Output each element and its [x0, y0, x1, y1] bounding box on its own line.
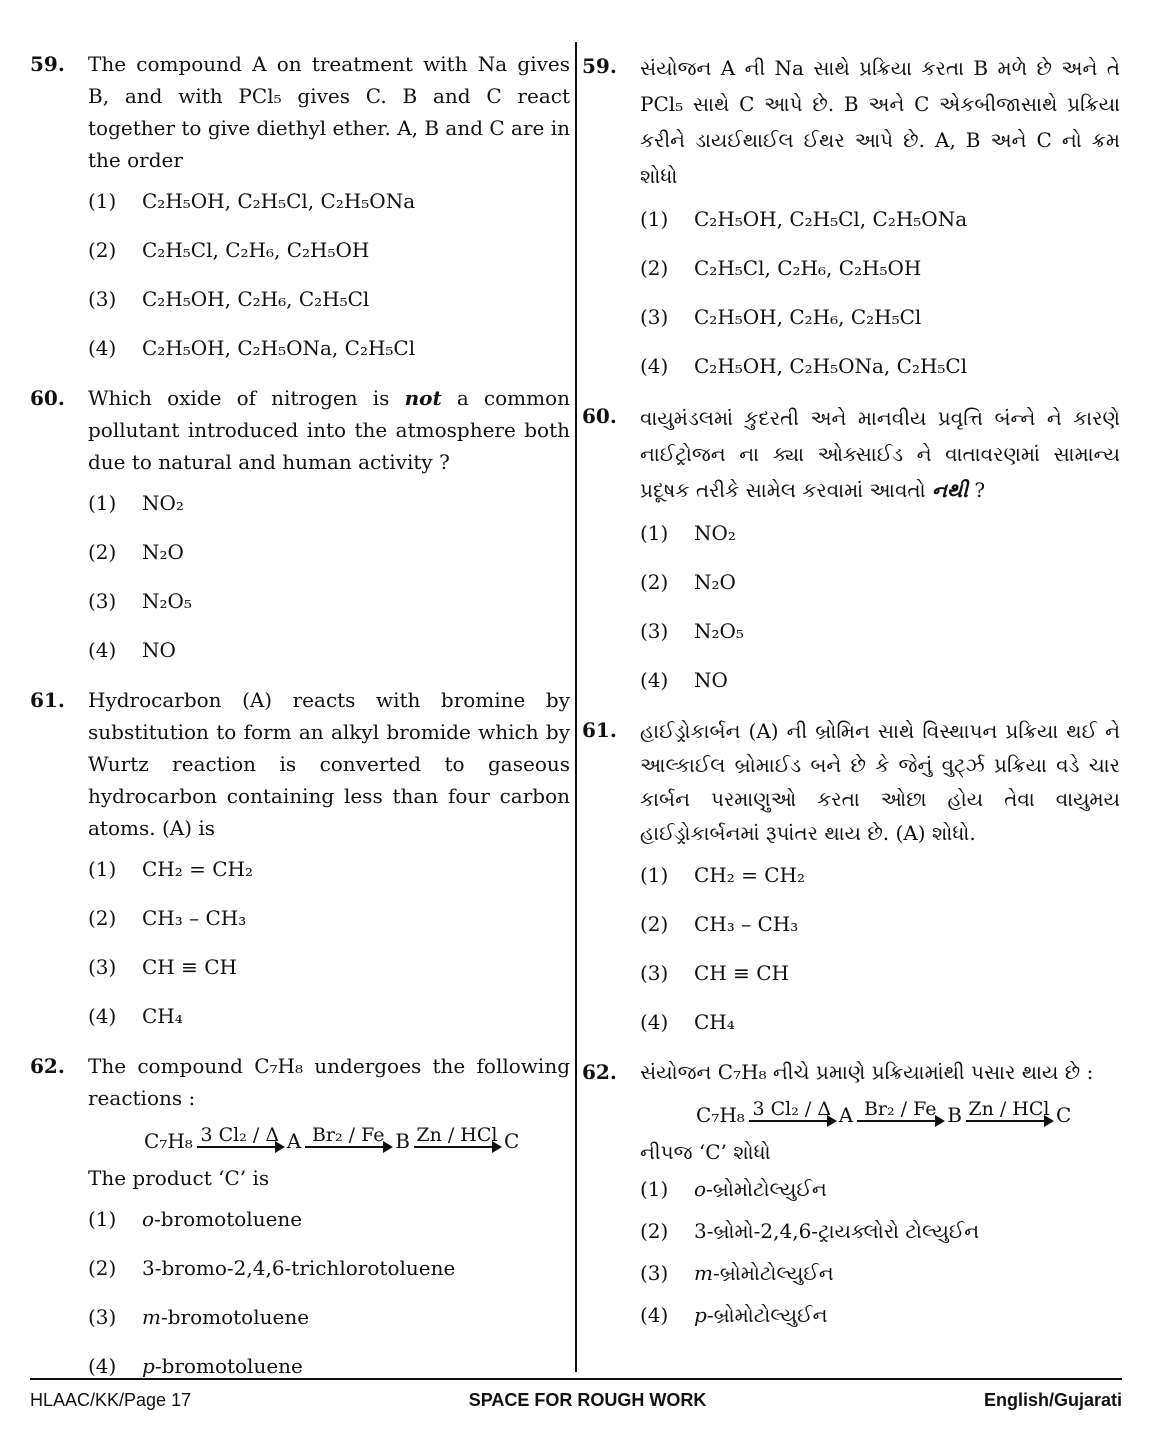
- option: (3) N₂O₅: [640, 619, 744, 643]
- question-text: સંયોજન A ની Na સાથે પ્રક્રિયા કરતા B મળે છે અને તે PCl₅ સાથે C આપે છે. B અને C એકબીજાસાથે પ્રક્રિયા કરીને ડાયઈથાઈલ ઈથર આપે છે. A, B અને C નો ક્રમ શોધો: [640, 56, 1120, 188]
- option: (4) p-bromotoluene: [88, 1354, 303, 1378]
- rough-work-label: SPACE FOR ROUGH WORK: [468, 1390, 707, 1410]
- reaction-arrow: Zn / HCl: [414, 1124, 500, 1154]
- options-list: [88, 1204, 570, 1381]
- option: (3) m-bromotoluene: [88, 1305, 310, 1329]
- option: (4) NO: [88, 638, 176, 662]
- options-list: [88, 488, 570, 665]
- question-text: Hydrocarbon (A) reacts with bromine by substitution to form an alkyl bromide which by Wurtz reaction is converted to gaseous hydrocarbon containing less than four carbon atoms. (A) is: [88, 688, 570, 840]
- reaction-arrow: 3 Cl₂ / Δ: [749, 1098, 835, 1128]
- option: (2) CH₃ – CH₃: [88, 906, 247, 930]
- option: (1) CH₂ = CH₂: [88, 857, 253, 881]
- reaction-scheme: [144, 1124, 570, 1154]
- options-list: [640, 1174, 1120, 1330]
- question-59-en: [30, 48, 570, 363]
- question-text: વાયુમંડલમાં કુદરતી અને માનવીય પ્રવૃત્તિ બંન્ને ને કારણે નાઈટ્રોજન ના ક્યા ઓક્સાઈડ ને વાતાવરણમાં સામાન્ય પ્રદૂષક તરીકે સામેલ કરવામાં આવતો નથી ?: [640, 406, 1120, 502]
- option: (1) NO₂: [640, 521, 736, 545]
- question-62-gu: [582, 1056, 1120, 1330]
- reaction-arrow: Br₂ / Fe: [305, 1124, 391, 1154]
- scheme-intermediate: A: [838, 1103, 854, 1127]
- english-column: [30, 42, 570, 1400]
- reaction-scheme: [696, 1098, 1120, 1128]
- option: (4) NO: [640, 668, 728, 692]
- question-number: 60.: [582, 404, 617, 428]
- option: (3) C₂H₅OH, C₂H₆, C₂H₅Cl: [640, 305, 922, 329]
- option: (4) CH₄: [640, 1010, 735, 1034]
- question-60-gu: [582, 400, 1120, 695]
- option: (3) m-બ્રોમોટોલ્યુઈન: [640, 1261, 834, 1285]
- option: (1) C₂H₅OH, C₂H₅Cl, C₂H₅ONa: [88, 189, 416, 213]
- question-number: 59.: [30, 52, 65, 76]
- product-prompt: The product ‘C’ is: [88, 1166, 270, 1190]
- options-list: [88, 186, 570, 363]
- option: (3) CH ≡ CH: [88, 955, 237, 979]
- options-list: [640, 860, 1120, 1037]
- question-number: 60.: [30, 386, 65, 410]
- option: (2) N₂O: [88, 540, 184, 564]
- option: (4) C₂H₅OH, C₂H₅ONa, C₂H₅Cl: [88, 336, 416, 360]
- question-61-en: [30, 684, 570, 1031]
- question-text: સંયોજન C₇H₈ નીચે પ્રમાણે પ્રક્રિયામાંથી પસાર થાય છે :: [640, 1060, 1094, 1084]
- option: (2) C₂H₅Cl, C₂H₆, C₂H₅OH: [88, 238, 370, 262]
- question-text: Which oxide of nitrogen is not a common pollutant introduced into the atmosphere both due to natural and human activity ?: [88, 386, 571, 474]
- option: (1) CH₂ = CH₂: [640, 863, 805, 887]
- option: (1) C₂H₅OH, C₂H₅Cl, C₂H₅ONa: [640, 207, 968, 231]
- option: (1) o-bromotoluene: [88, 1207, 303, 1231]
- options-list: [88, 854, 570, 1031]
- options-list: [640, 518, 1120, 695]
- question-text: હાઈડ્રોકાર્બન (A) ની બ્રોમિન સાથે વિસ્થાપન પ્રક્રિયા થઈ ને આલ્કાઈલ બ્રોમાઈડ બને છે કે જેનું વુર્ટ્ઝ પ્રક્રિયા વડે ચાર કાર્બન પરમાણુઓ કરતા ઓછા હોય તેવા વાયુમય હાઈડ્રોકાર્બનમાં રૂપાંતર થાય છે. (A) શોધો.: [640, 719, 1120, 845]
- language-label: English/Gujarati: [983, 1390, 1122, 1410]
- option: (2) C₂H₅Cl, C₂H₆, C₂H₅OH: [640, 256, 922, 280]
- scheme-start: C₇H₈: [144, 1129, 193, 1153]
- gujarati-column: [582, 42, 1120, 1342]
- option: (3) C₂H₅OH, C₂H₆, C₂H₅Cl: [88, 287, 370, 311]
- question-number: 61.: [30, 688, 65, 712]
- reaction-arrow: 3 Cl₂ / Δ: [197, 1124, 283, 1154]
- scheme-start: C₇H₈: [696, 1103, 745, 1127]
- option: (4) C₂H₅OH, C₂H₅ONa, C₂H₅Cl: [640, 354, 968, 378]
- question-number: 59.: [582, 54, 617, 78]
- scheme-intermediate: B: [947, 1103, 962, 1127]
- option: (4) CH₄: [88, 1004, 183, 1028]
- question-62-en: [30, 1050, 570, 1381]
- scheme-end: C: [1055, 1103, 1072, 1127]
- reaction-arrow: Br₂ / Fe: [857, 1098, 943, 1128]
- footer-rule: [30, 1378, 1122, 1380]
- product-prompt: નીપજ ‘C’ શોધો: [640, 1140, 771, 1164]
- question-61-gu: [582, 714, 1120, 1037]
- option: (3) CH ≡ CH: [640, 961, 789, 985]
- question-number: 61.: [582, 718, 617, 742]
- option: (2) N₂O: [640, 570, 736, 594]
- option: (4) p-બ્રોમોટોલ્યુઈન: [640, 1303, 828, 1327]
- options-list: [640, 204, 1120, 381]
- column-divider: [575, 42, 577, 1372]
- scheme-end: C: [503, 1129, 520, 1153]
- page-code: HLAAC/KK/Page 17: [30, 1390, 192, 1410]
- scheme-intermediate: A: [286, 1129, 302, 1153]
- option: (1) NO₂: [88, 491, 184, 515]
- option: (2) CH₃ – CH₃: [640, 912, 799, 936]
- reaction-arrow: Zn / HCl: [966, 1098, 1052, 1128]
- scheme-intermediate: B: [395, 1129, 410, 1153]
- option: (2) 3-bromo-2,4,6-trichlorotoluene: [88, 1256, 456, 1280]
- question-59-gu: [582, 50, 1120, 381]
- question-text: The compound A on treatment with Na gives B, and with PCl₅ gives C. B and C react together to give diethyl ether. A, B and C are in the order: [88, 52, 570, 172]
- option: (1) o-બ્રોમોટોલ્યુઈન: [640, 1177, 827, 1201]
- question-text: The compound C₇H₈ undergoes the following reactions :: [88, 1054, 570, 1110]
- page-footer: [30, 1390, 1122, 1411]
- question-60-en: [30, 382, 570, 665]
- question-number: 62.: [30, 1054, 65, 1078]
- option: (2) 3-બ્રોમો-2,4,6-ટ્રાયક્લોરો ટોલ્યુઈન: [640, 1219, 980, 1243]
- option: (3) N₂O₅: [88, 589, 192, 613]
- question-number: 62.: [582, 1060, 617, 1084]
